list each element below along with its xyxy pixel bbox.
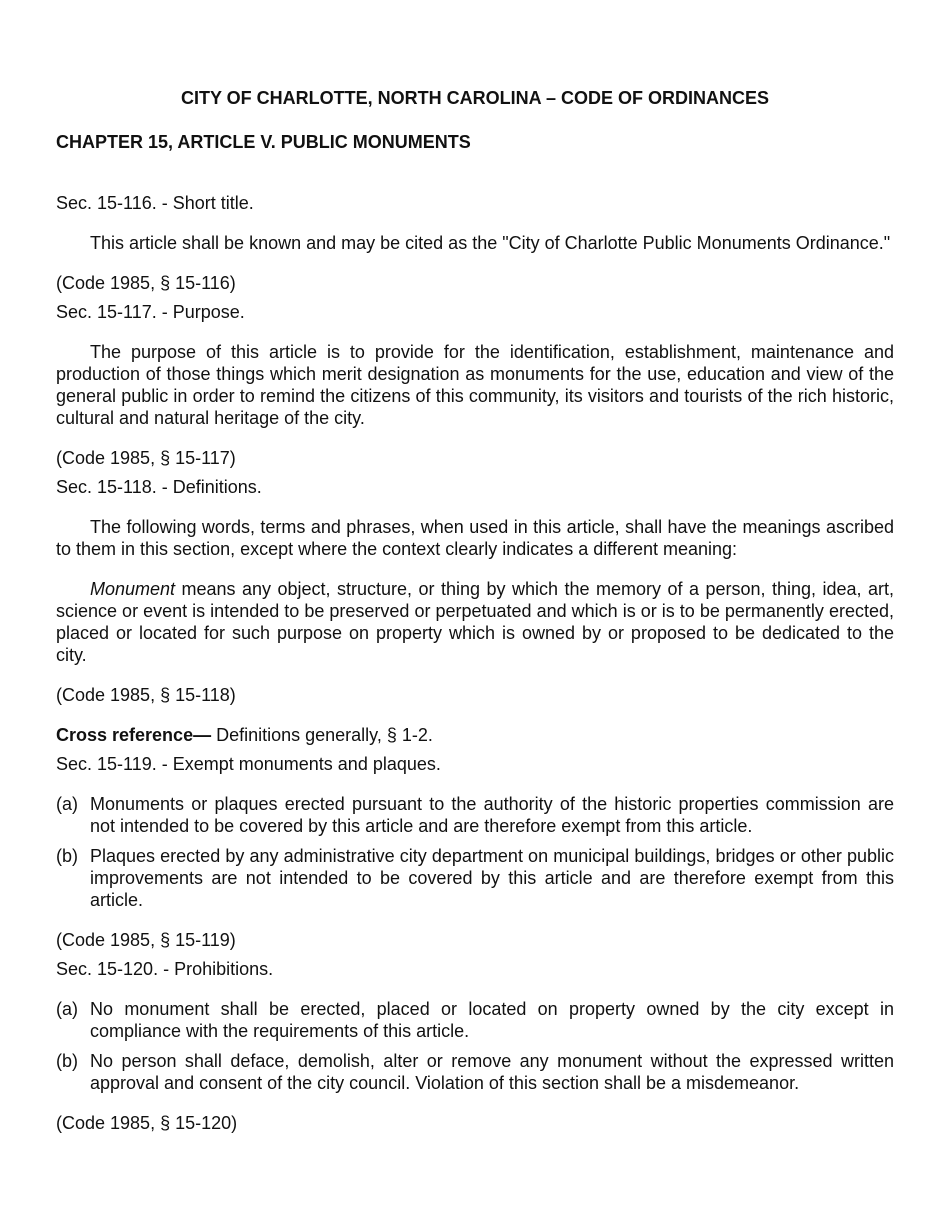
list-item bbox=[56, 1050, 894, 1094]
section-paragraph: The following words, terms and phrases, when used in this article, shall have the meanings ascribed to them in this section, except where the context clearly indicates a different meaning: bbox=[56, 517, 894, 559]
section-list bbox=[56, 998, 894, 1094]
code-reference: (Code 1985, § 15-118) bbox=[56, 685, 236, 705]
definition-text: means any object, structure, or thing by which the memory of a person, thing, idea, art, science or event is intended to be preserved or perpetuated and which is or is to be permanently erected, placed or located for such purpose on property which is owned by or proposed to be dedicated to the city. bbox=[56, 579, 894, 665]
list-item bbox=[56, 998, 894, 1042]
section-paragraph: This article shall be known and may be cited as the "City of Charlotte Public Monuments Ordinance." bbox=[90, 233, 891, 253]
list-item-text: No person shall deface, demolish, alter or remove any monument without the expressed written approval and consent of the city council. Violation of this section shall be a misdemeanor. bbox=[90, 1051, 894, 1093]
list-marker: (a) bbox=[56, 999, 78, 1019]
document-body bbox=[56, 192, 894, 1141]
code-reference: (Code 1985, § 15-116) bbox=[56, 273, 236, 293]
cross-reference bbox=[56, 724, 894, 746]
section-heading: Sec. 15-120. - Prohibitions. bbox=[56, 959, 274, 979]
code-reference: (Code 1985, § 15-120) bbox=[56, 1113, 238, 1133]
code-reference: (Code 1985, § 15-117) bbox=[56, 448, 236, 468]
definition-term: Monument bbox=[90, 579, 176, 599]
section-paragraph: The purpose of this article is to provide for the identification, establishment, maintenance and production of those things which merit designation as monuments for the use, education and view of the general public in order to remind the citizens of this community, its visitors and tourists of the rich historic, cultural and natural heritage of the city. bbox=[56, 342, 894, 428]
document-title: CITY OF CHARLOTTE, NORTH CAROLINA – CODE OF ORDINANCES bbox=[180, 88, 769, 108]
code-reference: (Code 1985, § 15-119) bbox=[56, 930, 236, 950]
list-item bbox=[56, 845, 894, 911]
list-item-text: Plaques erected by any administrative city department on municipal buildings, bridges or other public improvements are not intended to be covered by this article and are therefore exempt from this article. bbox=[90, 846, 894, 910]
section-heading: Sec. 15-118. - Definitions. bbox=[56, 477, 262, 497]
definition-paragraph bbox=[56, 578, 894, 666]
list-marker: (a) bbox=[56, 794, 78, 814]
section-heading: Sec. 15-117. - Purpose. bbox=[56, 302, 245, 322]
list-marker: (b) bbox=[56, 1051, 78, 1071]
chapter-title: CHAPTER 15, ARTICLE V. PUBLIC MONUMENTS bbox=[56, 132, 471, 152]
section-list bbox=[56, 793, 894, 911]
list-item-text: No monument shall be erected, placed or located on property owned by the city except in compliance with the requirements of this article. bbox=[90, 999, 894, 1041]
list-item-text: Monuments or plaques erected pursuant to the authority of the historic properties commission are not intended to be covered by this article and are therefore exempt from this article. bbox=[90, 794, 894, 836]
list-item bbox=[56, 793, 894, 837]
section-heading: Sec. 15-119. - Exempt monuments and plaques. bbox=[56, 754, 441, 774]
cross-reference-label: Cross reference— bbox=[56, 725, 212, 745]
list-marker: (b) bbox=[56, 846, 78, 866]
section-heading: Sec. 15-116. - Short title. bbox=[56, 193, 254, 213]
cross-reference-text: Definitions generally, § 1-2. bbox=[211, 725, 433, 745]
